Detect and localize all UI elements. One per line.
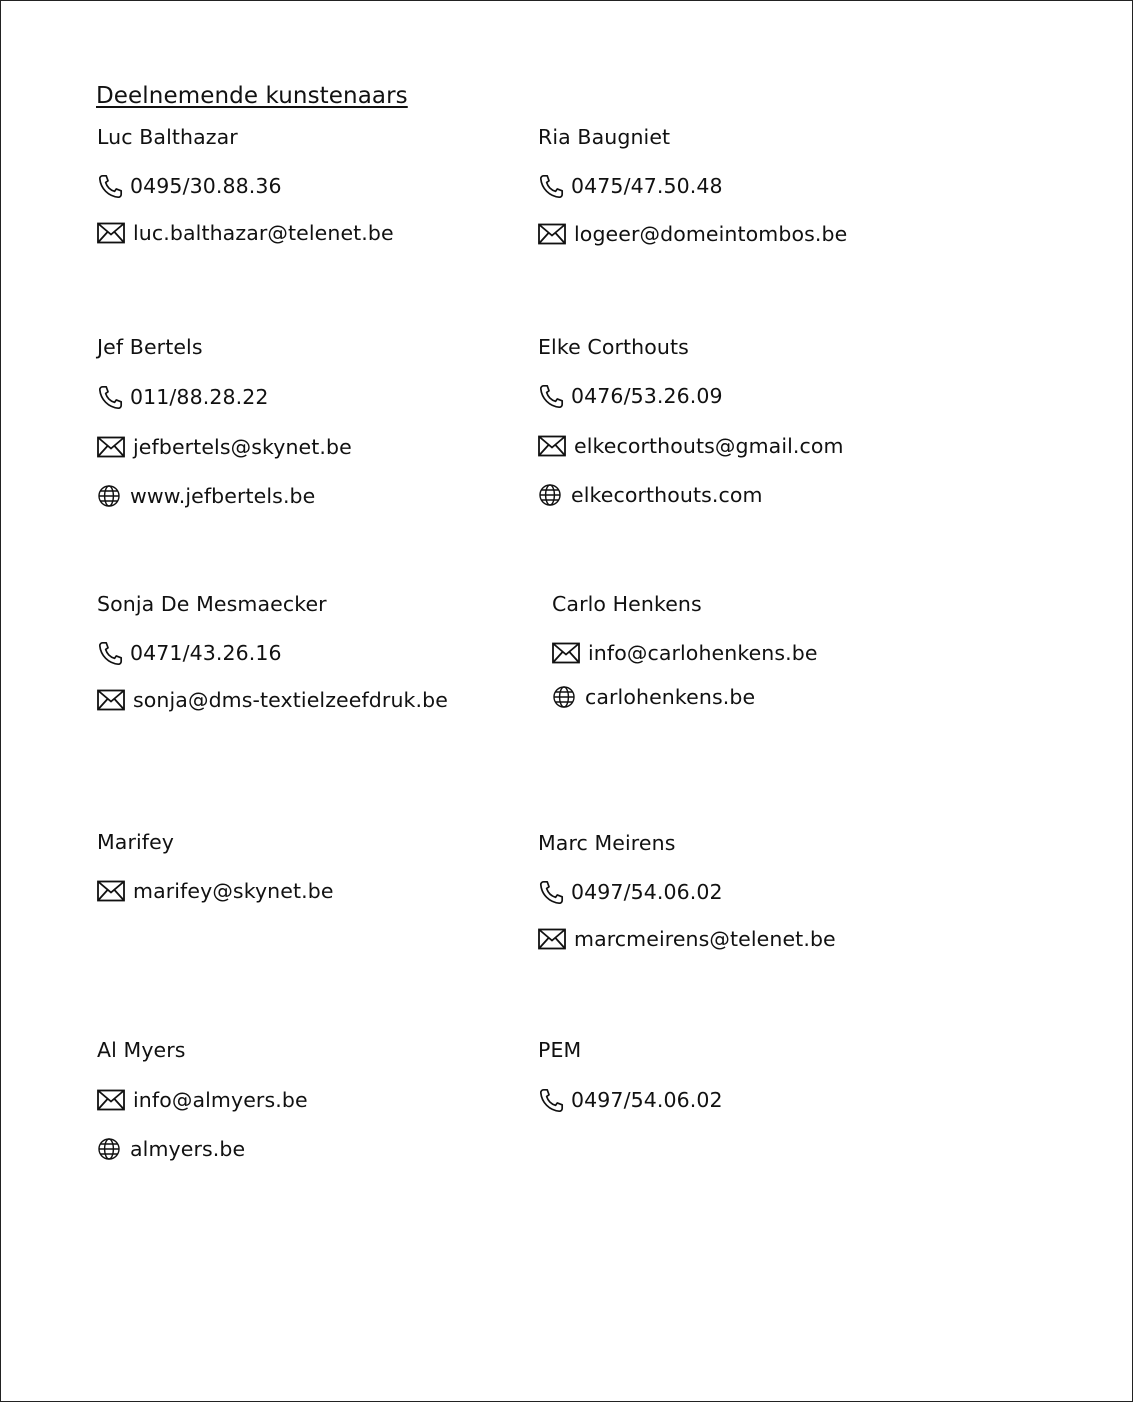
website-url: elkecorthouts.com (571, 483, 763, 507)
email-address: sonja@dms-textielzeefdruk.be (133, 688, 448, 712)
artist-entry (538, 1037, 723, 1112)
phone-number: 0475/47.50.48 (571, 174, 723, 198)
globe-icon (97, 484, 130, 508)
phone-number: 0495/30.88.36 (130, 174, 282, 198)
phone-icon (97, 173, 130, 200)
website-url: carlohenkens.be (585, 685, 756, 709)
artist-entry (538, 334, 844, 507)
website-url: www.jefbertels.be (130, 484, 316, 508)
envelope-icon (97, 436, 133, 458)
phone-row (538, 173, 723, 199)
email-address: logeer@domeintombos.be (574, 222, 848, 246)
email-row (538, 926, 836, 952)
phone-row (538, 383, 723, 409)
phone-number: 0497/54.06.02 (571, 880, 723, 904)
email-address: marcmeirens@telenet.be (574, 927, 836, 951)
email-row (97, 220, 394, 246)
artist-entry (552, 591, 818, 709)
email-row (97, 687, 448, 713)
envelope-icon (538, 928, 574, 950)
envelope-icon (97, 689, 133, 711)
email-row (538, 221, 847, 247)
globe-icon (97, 1137, 130, 1161)
artist-name: Marc Meirens (538, 831, 676, 855)
artist-entry (97, 334, 352, 508)
phone-row (538, 879, 723, 905)
artist-entry (97, 829, 334, 903)
envelope-icon (97, 222, 133, 244)
email-address: luc.balthazar@telenet.be (133, 221, 394, 245)
artist-entry (97, 591, 448, 712)
artist-name: Elke Corthouts (538, 335, 689, 359)
phone-row (97, 384, 269, 410)
phone-icon (538, 1087, 571, 1114)
globe-icon (538, 483, 571, 507)
page-title: Deelnemende kunstenaars (96, 83, 408, 109)
phone-number: 0471/43.26.16 (130, 641, 282, 665)
phone-icon (97, 640, 130, 667)
artist-entry (97, 124, 394, 245)
phone-icon (538, 879, 571, 906)
phone-icon (97, 384, 130, 411)
phone-row (97, 640, 282, 666)
phone-row (97, 173, 282, 199)
phone-number: 0476/53.26.09 (571, 384, 723, 408)
email-row (538, 433, 844, 459)
phone-number: 011/88.28.22 (130, 385, 269, 409)
email-address: jefbertels@skynet.be (133, 435, 352, 459)
website-row (97, 483, 315, 509)
website-url: almyers.be (130, 1137, 246, 1161)
artist-name: Jef Bertels (97, 335, 203, 359)
website-row (97, 1136, 245, 1162)
phone-icon (538, 383, 571, 410)
artist-entry (97, 1037, 308, 1161)
artist-entry (538, 830, 836, 951)
email-address: elkecorthouts@gmail.com (574, 434, 844, 458)
artist-name: Al Myers (97, 1038, 186, 1062)
envelope-icon (538, 435, 574, 457)
email-address: marifey@skynet.be (133, 879, 334, 903)
website-row (552, 684, 755, 710)
artist-name: Luc Balthazar (97, 125, 238, 149)
artist-name: Carlo Henkens (552, 592, 702, 616)
email-address: info@carlohenkens.be (588, 641, 818, 665)
artist-name: PEM (538, 1038, 582, 1062)
envelope-icon (538, 223, 574, 245)
phone-number: 0497/54.06.02 (571, 1088, 723, 1112)
artist-name: Marifey (97, 830, 175, 854)
phone-row (538, 1087, 723, 1113)
artist-entry (538, 124, 848, 246)
globe-icon (552, 685, 585, 709)
envelope-icon (97, 880, 133, 902)
email-row (97, 878, 334, 904)
website-row (538, 482, 763, 508)
email-row (552, 640, 818, 666)
artist-name: Sonja De Mesmaecker (97, 592, 327, 616)
email-row (97, 1087, 308, 1113)
email-row (97, 434, 352, 460)
envelope-icon (552, 642, 588, 664)
artist-name: Ria Baugniet (538, 125, 671, 149)
envelope-icon (97, 1089, 133, 1111)
phone-icon (538, 173, 571, 200)
email-address: info@almyers.be (133, 1088, 308, 1112)
